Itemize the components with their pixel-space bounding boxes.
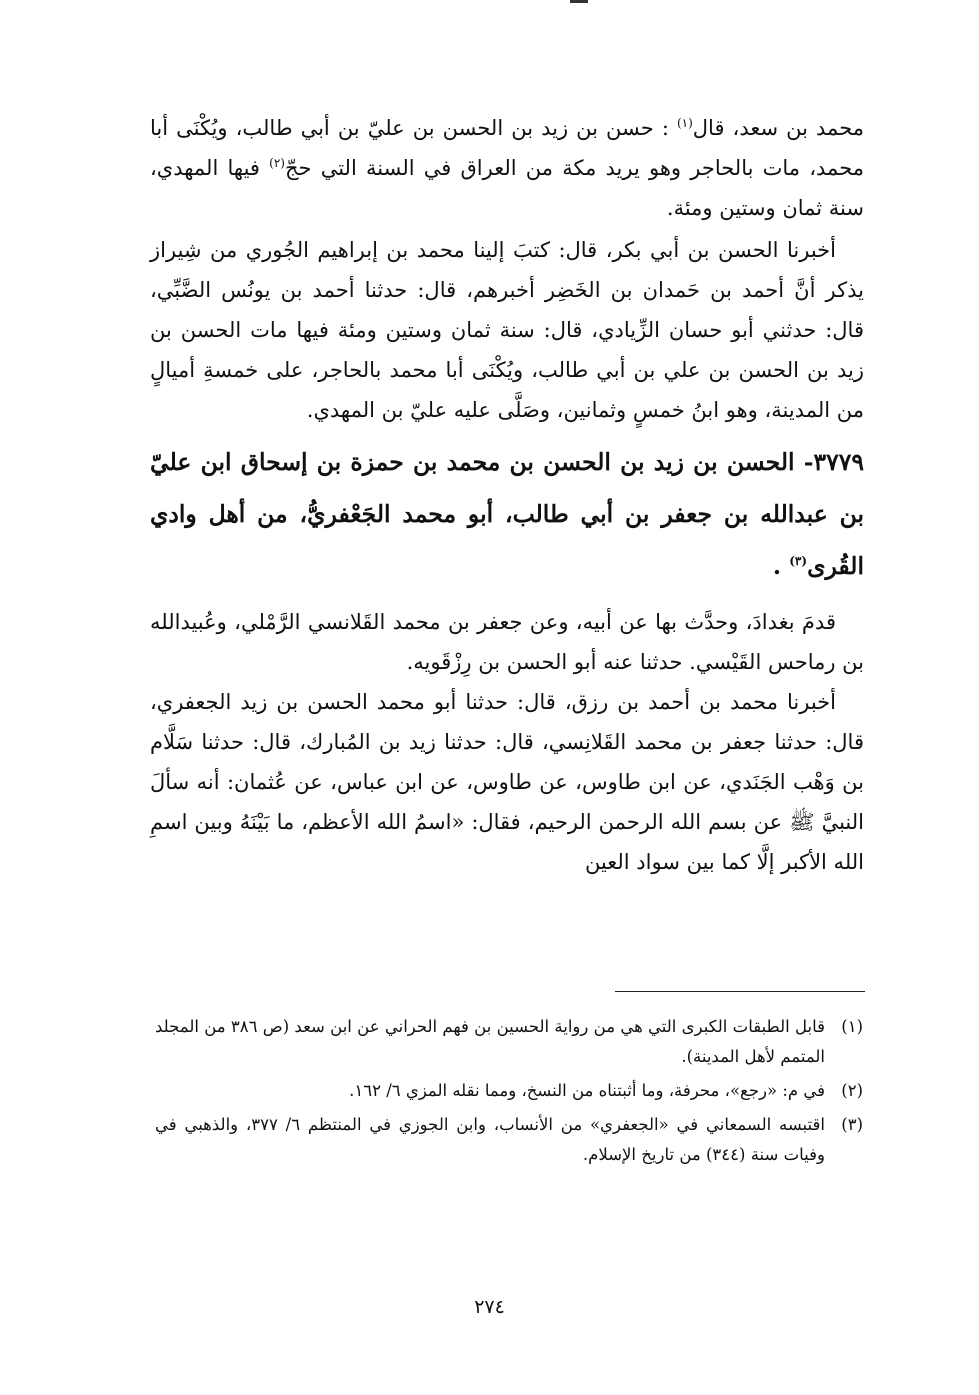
footnote-number: (١)	[841, 1017, 863, 1036]
footnote-text: اقتبسه السمعاني في «الجعفري» من الأنساب، وابن الجوزي في المنتظم ٦/ ٣٧٧، والذهبي في وفيات سنة (٣٤٤) من تاريخ الإسلام.	[155, 1115, 825, 1164]
paragraph-ibn-saad	[150, 108, 864, 228]
entry-heading-text: ٣٧٧٩- الحسن بن زيد بن الحسن بن محمد بن حمزة بن إسحاق ابن عليّ بن عبدالله بن جعفر بن أبي طالب، أبو محمد الجَعْفريُّ، من أهل وادي القُرى	[150, 448, 864, 580]
entry-heading-end: .	[772, 552, 782, 580]
entry-heading	[150, 436, 864, 592]
paragraph-hadith: أخبرنا محمد بن أحمد بن رزق، قال: حدثنا أبو محمد الحسن بن زيد الجعفري، قال: حدثنا جعفر بن محمد القَلانِسي، قال: حدثنا زيد بن المُبارك، قال: حدثنا سَلَّام بن وَهْب الجَنَدي، عن ابن طاوس، عن طاوس، عن ابن عباس، عن عُثمان: أنه سألَ النبيَّ ﷺ عن بسم الله الرحمن الرحيم، فقال: «اسمُ الله الأعظم، ما بَيْنَهُ وبين اسمِ الله الأكبر إلَّا كما بين سواد العين	[150, 690, 864, 874]
text-segment: محمد بن سعد، قال	[692, 116, 864, 140]
scan-mark	[570, 0, 588, 3]
paragraph-biography: قدمَ بغدادَ، وحدَّث بها عن أبيه، وعن جعفر بن محمد القَلانسي الرَّمْلي، وعُبيدالله بن رماحس القَيْسي. حدثنا عنه أبو الحسن بن رِزْقَويه.	[150, 610, 864, 674]
text-segment: : حسن بن زيد بن الحسن بن عليّ بن أبي طالب، ويُكْنَى أبا محمد، مات بالحاجر وهو يريد مكة من العراق في السنة التي حجّ	[150, 116, 864, 180]
footnote-ref-1: (١)	[676, 116, 693, 130]
footnote-number: (٣)	[841, 1115, 863, 1134]
footnote-item	[155, 1076, 863, 1106]
footnote-text: قابل الطبقات الكبرى التي هي من رواية الحسين بن فهم الحراني عن ابن سعد (ص ٣٨٦ من المجلد المتمم لأهل المدينة).	[155, 1017, 825, 1066]
footnote-item	[155, 1012, 863, 1072]
footnote-item	[155, 1110, 863, 1170]
page-number: ٢٧٤	[474, 1296, 505, 1318]
main-text	[150, 108, 864, 882]
footnotes	[155, 1012, 863, 1174]
footnote-text: في م: «رجع»، محرفة، وما أثبتناه من النسخ، ومما نقله المزي ٦/ ١٦٢.	[349, 1081, 825, 1100]
footnote-separator	[615, 991, 865, 992]
text-segment: فيها المهدي، سنة ثمان وستين ومئة.	[150, 156, 864, 220]
footnote-ref-2: (٢)	[269, 156, 285, 170]
footnote-number: (٢)	[841, 1081, 863, 1100]
footnote-ref-3: (٣)	[789, 554, 808, 569]
paragraph-isnad: أخبرنا الحسن بن أبي بكر، قال: كتبَ إلينا محمد بن إبراهيم الجُوري من شِيراز يذكر أنَّ أحمد بن حَمدان بن الخَضِر أخبرهم، قال: حدثنا أحمد بن يونُس الضَّبِّي، قال: حدثني أبو حسان الزِّيادي، قال: سنة ثمان وستين ومئة فيها مات الحسن بن زيد بن الحسن بن علي بن أبي طالب، ويُكْنَى أبا محمد بالحاجر، على خمسةِ أميالٍ من المدينة، وهو ابنُ خمسٍ وثمانين، وصَلَّى عليه عليّ بن المهدي.	[150, 238, 864, 422]
